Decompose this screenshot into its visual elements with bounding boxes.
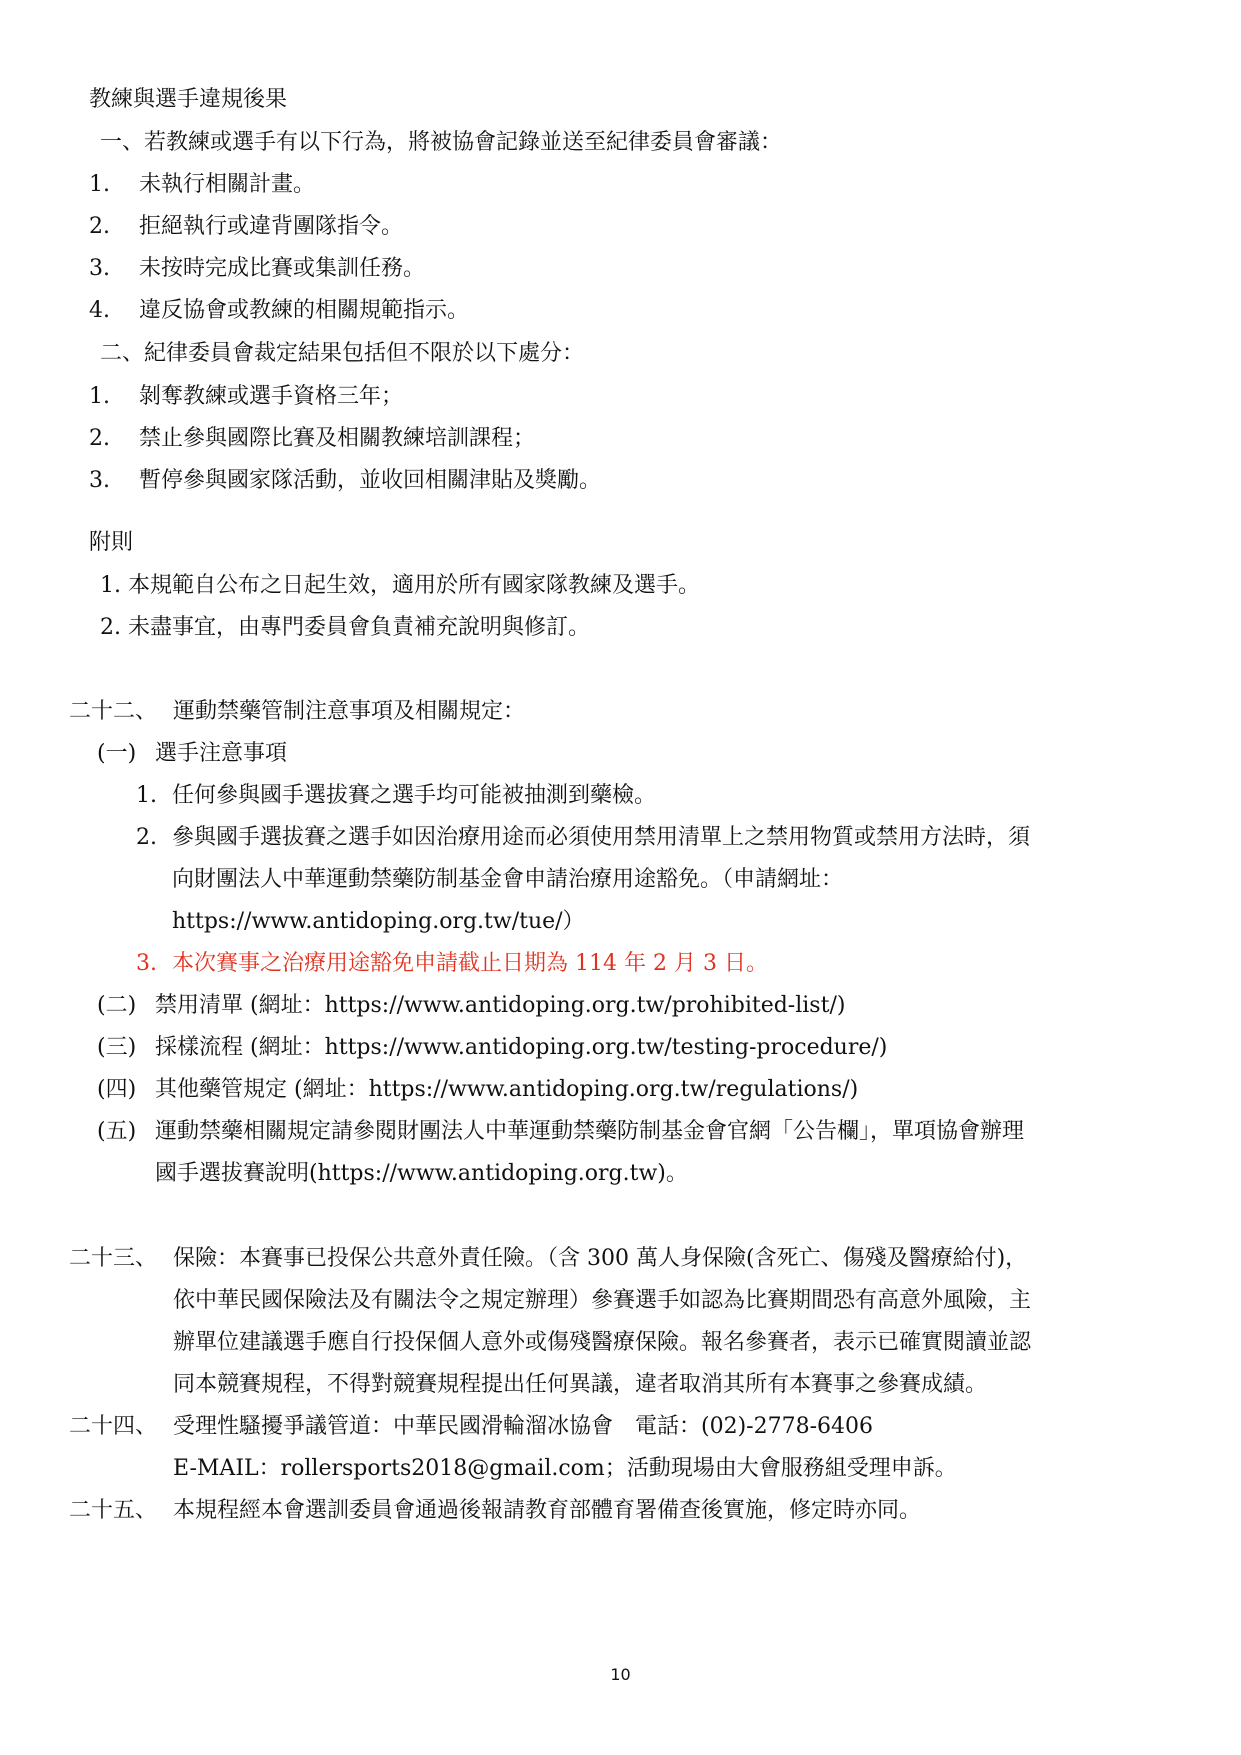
section-23-line: 同本競賽規程，不得對競賽規程提出任何異議，違者取消其所有本賽事之參賽成績。 bbox=[173, 1372, 988, 1397]
list-item: 3. 未按時完成比賽或集訓任務。 bbox=[89, 256, 426, 281]
subsection-c: (三) 採樣流程 (網址：https://www.antidoping.org.tw/testing-procedure/) bbox=[97, 1035, 888, 1060]
list-item: 1. 剝奪教練或選手資格三年； bbox=[89, 384, 404, 409]
section-25: 二十五、 本規程經本會選訓委員會通過後報請教育部體育署備查後實施，修定時亦同。 bbox=[69, 1498, 922, 1523]
list-item-continuation: 向財團法人中華運動禁藥防制基金會申請治療用途豁免。（申請網址： bbox=[172, 867, 844, 892]
section1-title: 一、若教練或選手有以下行為，將被協會記錄並送至紀律委員會審議： bbox=[100, 130, 783, 155]
appendix-item: 2. 未盡事宜，由專門委員會負責補充說明與修訂。 bbox=[100, 615, 590, 640]
appendix-heading: 附則 bbox=[89, 530, 134, 555]
subsection-a: (一) 選手注意事項 bbox=[97, 741, 288, 766]
list-item: 1. 任何參與國手選拔賽之選手均可能被抽測到藥檢。 bbox=[136, 783, 657, 808]
subsection-e-continuation: 國手選拔賽說明(https://www.antidoping.org.tw)。 bbox=[155, 1161, 688, 1186]
section-23-line: 辦單位建議選手應自行投保個人意外或傷殘醫療保險。報名參賽者，表示已確實閱讀並認 bbox=[173, 1330, 1032, 1355]
section-22-heading: 二十二、 運動禁藥管制注意事項及相關規定： bbox=[69, 699, 526, 724]
appendix-item: 1. 本規範自公布之日起生效，適用於所有國家隊教練及選手。 bbox=[100, 573, 700, 598]
section-24: 二十四、 受理性騷擾爭議管道：中華民國滑輪溜冰協會 電話：(02)-2778-6406 bbox=[69, 1414, 874, 1439]
consequences-heading: 教練與選手違規後果 bbox=[89, 87, 288, 112]
section-24-email: E-MAIL：rollersports2018@gmail.com；活動現場由大會服務組受理申訴。 bbox=[173, 1456, 957, 1481]
subsection-b: (二) 禁用清單 (網址：https://www.antidoping.org.tw/prohibited-list/) bbox=[97, 993, 846, 1018]
subsection-d: (四) 其他藥管規定 (網址：https://www.antidoping.org.tw/regulations/) bbox=[97, 1077, 859, 1102]
page-number: 10 bbox=[610, 1665, 631, 1684]
section-23-line: 依中華民國保險法及有關法令之規定辦理）參賽選手如認為比賽期間恐有高意外風險，主 bbox=[173, 1288, 1032, 1313]
list-item: 4. 違反協會或教練的相關規範指示。 bbox=[89, 298, 470, 323]
subsection-e: (五) 運動禁藥相關規定請參閱財團法人中華運動禁藥防制基金會官網「公告欄」，單項協會辦理 bbox=[97, 1119, 1025, 1144]
list-item: 2. 參與國手選拔賽之選手如因治療用途而必須使用禁用清單上之禁用物質或禁用方法時，須 bbox=[136, 825, 1031, 850]
list-item: 3. 暫停參與國家隊活動，並收回相關津貼及獎勵。 bbox=[89, 468, 602, 493]
tue-url-text: https://www.antidoping.org.tw/tue/） bbox=[172, 909, 585, 934]
list-item: 2. 拒絕執行或違背團隊指令。 bbox=[89, 214, 404, 239]
section-23: 二十三、 保險：本賽事已投保公共意外責任險。（含 300 萬人身保險(含死亡、傷殘及醫療給付)， bbox=[69, 1246, 1028, 1271]
deadline-notice: 3. 本次賽事之治療用途豁免申請截止日期為 114 年 2 月 3 日。 bbox=[136, 951, 768, 976]
section2-title: 二、紀律委員會裁定結果包括但不限於以下處分： bbox=[100, 341, 585, 366]
list-item: 1. 未執行相關計畫。 bbox=[89, 172, 316, 197]
list-item: 2. 禁止參與國際比賽及相關教練培訓課程； bbox=[89, 426, 536, 451]
